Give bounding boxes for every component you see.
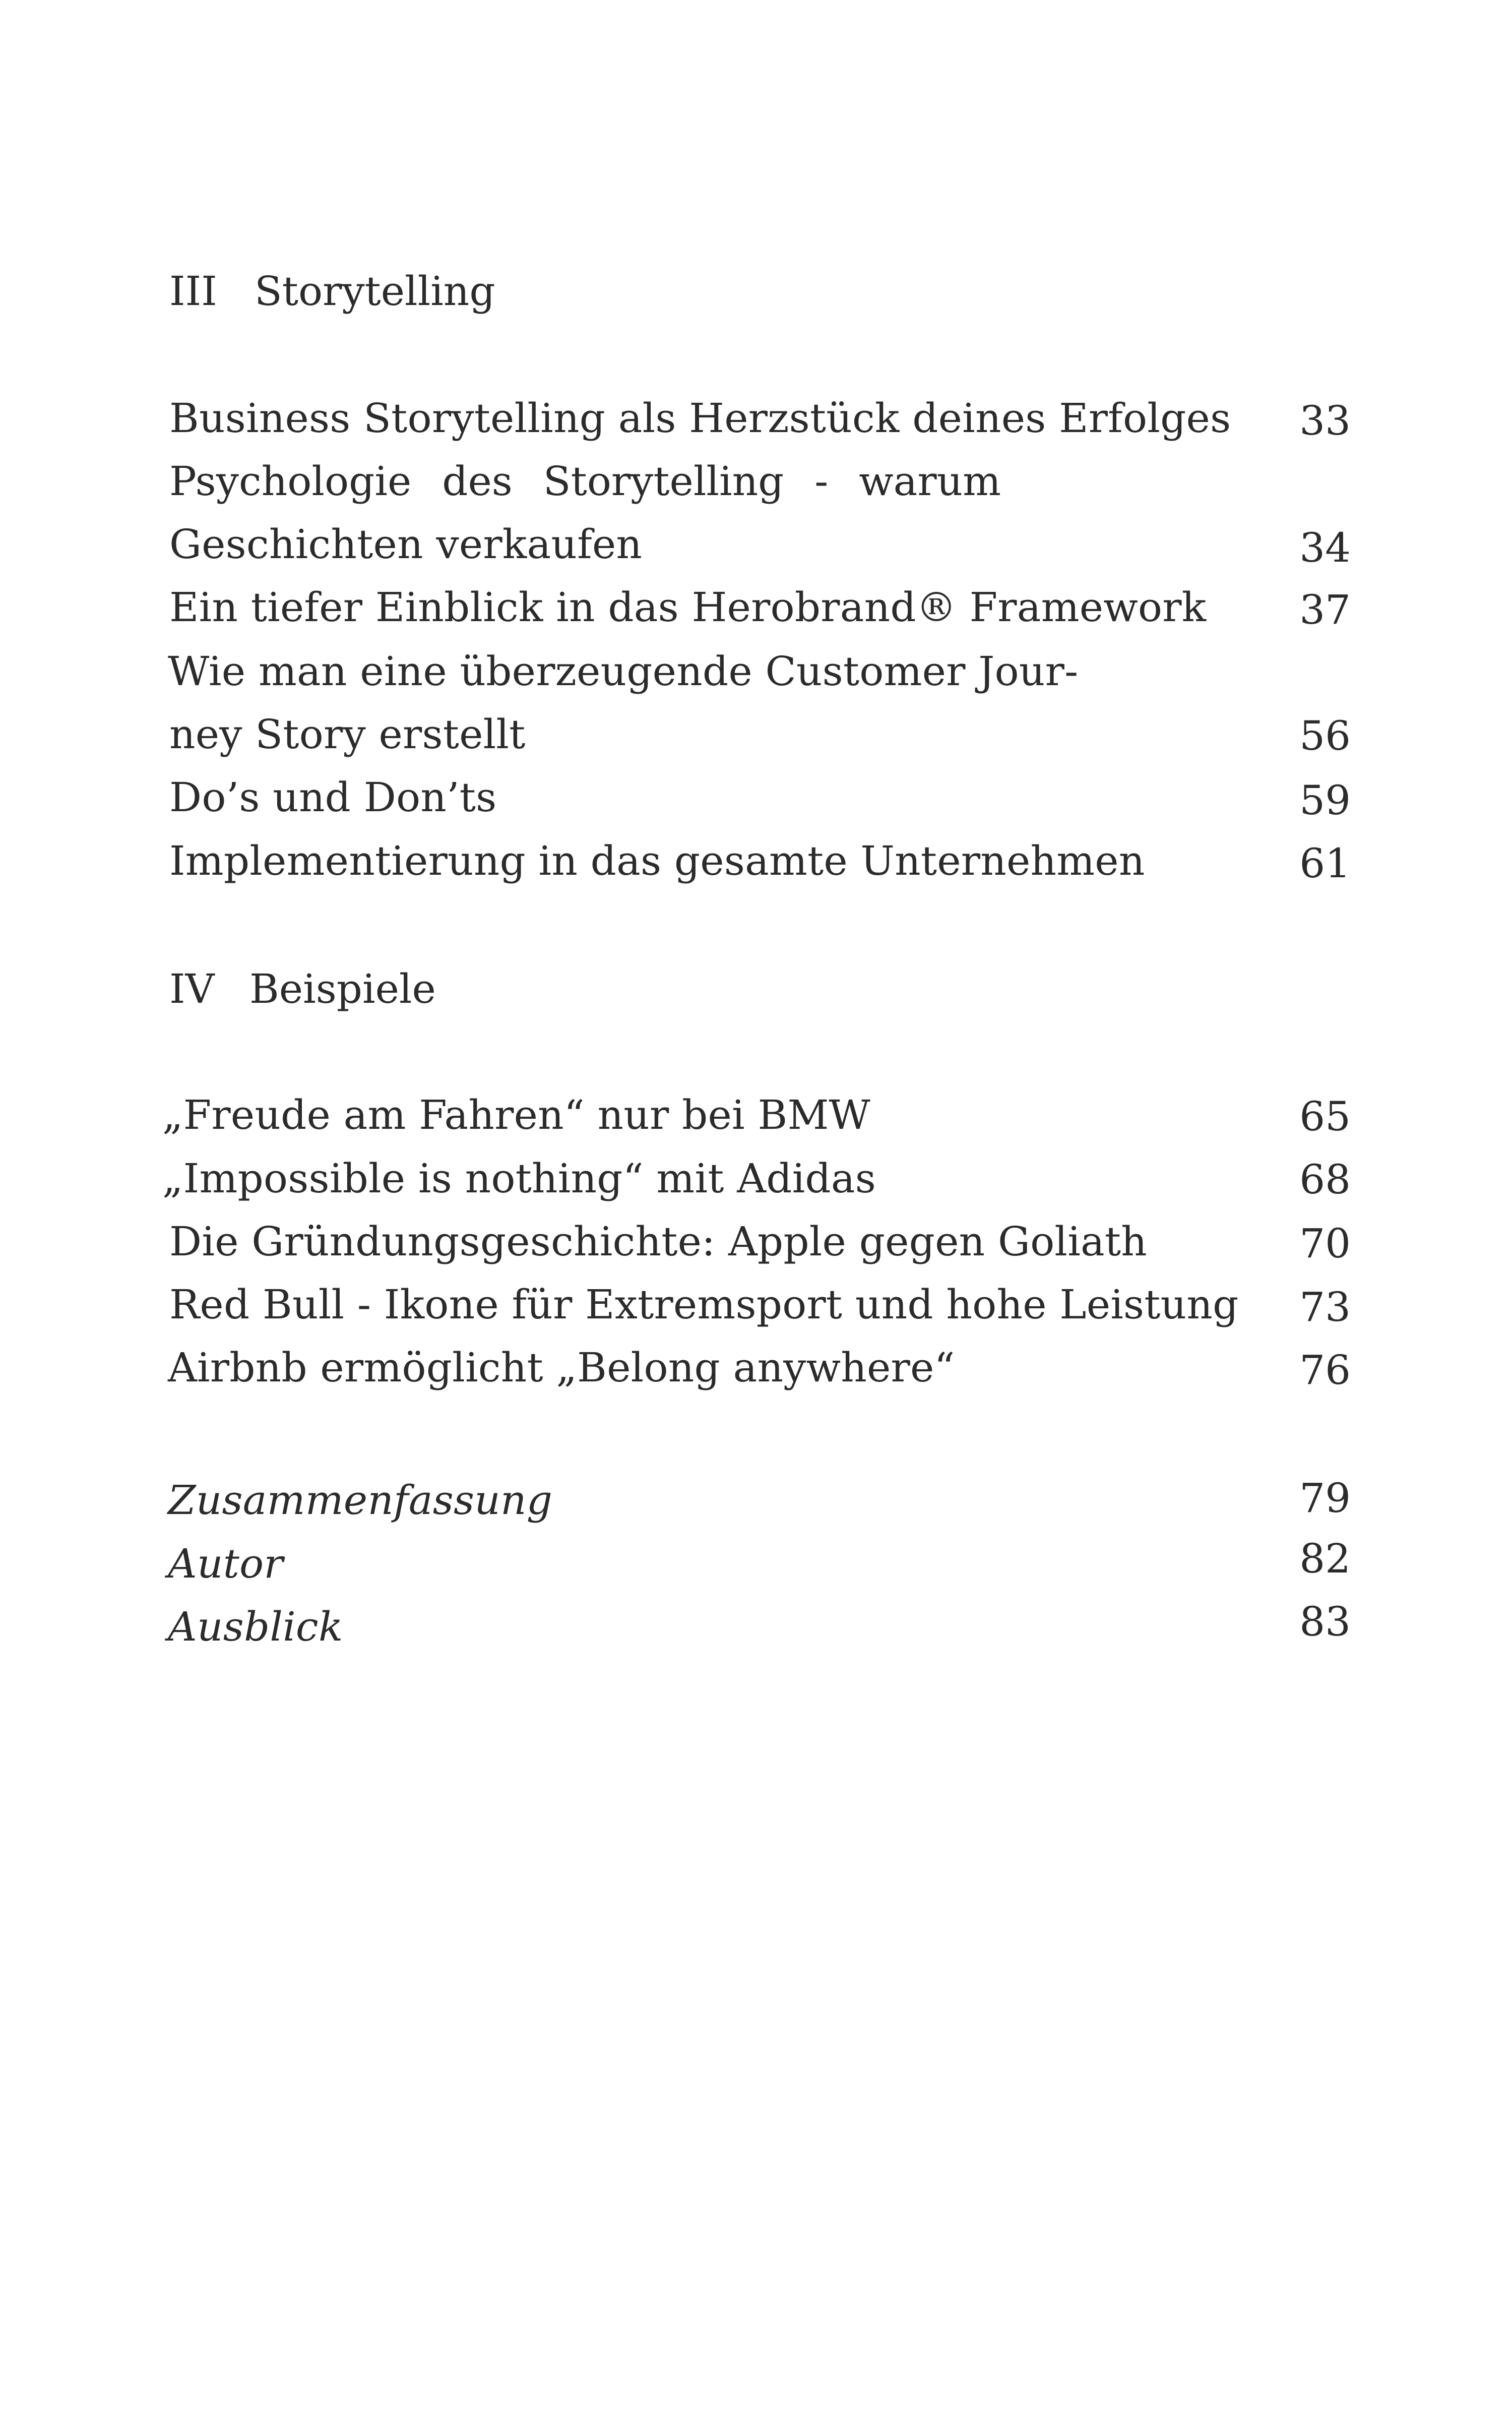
word: - (814, 458, 829, 505)
toc-entry-title: Autor (168, 1540, 283, 1587)
word: Psychologie (169, 458, 412, 505)
toc-entry-page: 82 (1299, 1535, 1351, 1582)
toc-entry-page: 76 (1299, 1347, 1351, 1394)
toc-entry-page: 37 (1299, 586, 1351, 633)
section-title: Beispiele (249, 965, 436, 1012)
toc-entry-page: 79 (1299, 1475, 1351, 1522)
toc-entry-title: Ein tiefer Einblick in das Herobrand® Framework (169, 584, 1207, 631)
toc-entry-justified-line (169, 458, 1001, 505)
toc-entry-page: 65 (1299, 1093, 1351, 1140)
toc-entry-title: Do’s und Don’ts (169, 774, 497, 821)
word: warum (859, 458, 1001, 505)
toc-entry-page: 34 (1299, 524, 1351, 571)
section-numeral: III (169, 268, 217, 315)
toc-entry-page: 33 (1299, 397, 1351, 444)
toc-entry-page: 83 (1299, 1598, 1351, 1645)
toc-entry-title: Airbnb ermöglicht „Belong anywhere“ (168, 1344, 955, 1391)
toc-entry-title: Business Storytelling als Herzstück deines Erfolges (169, 395, 1231, 442)
section-numeral: IV (169, 965, 215, 1012)
toc-entry-title: „Impossible is nothing“ mit Adidas (162, 1155, 876, 1202)
toc-entry-page: 59 (1299, 777, 1351, 824)
toc-entry-title: Wie man eine überzeugende Customer Jour- (168, 648, 1079, 695)
word: Storytelling (543, 458, 784, 505)
toc-entry-title: Red Bull - Ikone für Extremsport und hohe Leistung (169, 1281, 1239, 1328)
toc-entry-page: 70 (1299, 1220, 1351, 1267)
toc-entry-title: ney Story erstellt (169, 711, 526, 758)
word: des (442, 458, 513, 505)
toc-entry-page: 61 (1299, 840, 1351, 887)
toc-entry-title: „Freude am Fahren“ nur bei BMW (162, 1092, 870, 1138)
toc-entry-title: Implementierung in das gesamte Unternehmen (169, 837, 1145, 884)
toc-entry-title: Ausblick (168, 1603, 343, 1650)
toc-entry-title: Die Gründungsgeschichte: Apple gegen Goliath (169, 1218, 1147, 1265)
toc-entry-page: 68 (1299, 1156, 1351, 1203)
toc-entry-title: Zusammenfassung (168, 1477, 553, 1524)
toc-entry-page: 56 (1299, 712, 1351, 759)
toc-entry-page: 73 (1299, 1284, 1351, 1330)
toc-entry-title: Geschichten verkaufen (169, 521, 643, 568)
section-title: Storytelling (255, 268, 495, 315)
